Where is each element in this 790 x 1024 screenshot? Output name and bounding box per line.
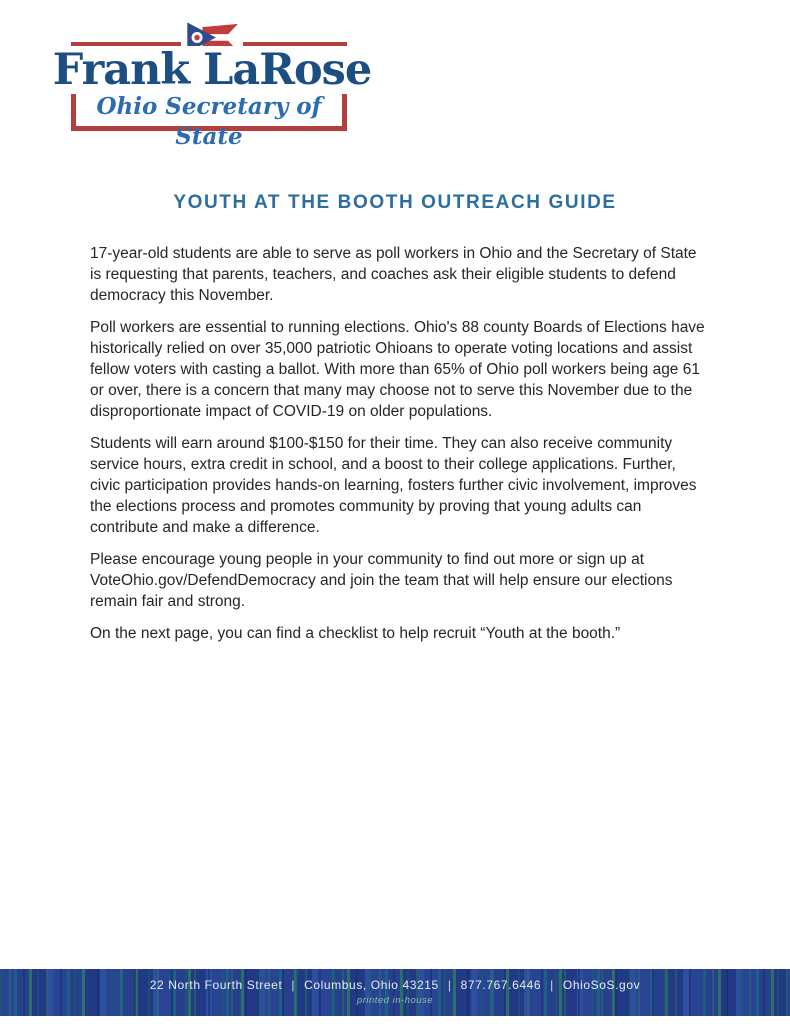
- footer-contact-line: [0, 969, 790, 992]
- logo-subtitle: Ohio Secretary of State: [96, 93, 322, 150]
- footer-phone: 877.767.6446: [460, 978, 542, 992]
- document-title: YOUTH AT THE BOOTH OUTREACH GUIDE: [173, 192, 617, 213]
- printed-in-house-note: printed in-house: [356, 995, 434, 1006]
- paragraph-4: Please encourage young people in your community to find out more or sign up at VoteOhio.gov/DefendDemocracy and join the team that will help ensure our elections remain fair and strong.: [90, 551, 673, 610]
- flag-stripe-top: [202, 21, 238, 34]
- paragraph-5: On the next page, you can find a checklist to help recruit “Youth at the booth.”: [90, 625, 621, 642]
- footer-website: OhioSoS.gov: [562, 978, 641, 992]
- logo-name: Frank LaRose: [30, 46, 394, 94]
- sos-logo: [0, 0, 420, 150]
- footer-separator: |: [447, 978, 452, 992]
- footer-separator: |: [550, 978, 554, 992]
- footer-band: [0, 969, 790, 1016]
- footer-separator: |: [291, 978, 296, 992]
- paragraph-3: Students will earn around $100-$150 for their time. They can also receive community service hours, extra credit in school, and a boost to their college applications. Further, civic participation provides hands-on learning, fosters further civic involvement, improves the elections process and promotes community by proving that young adults can contribute and make a difference.: [90, 435, 697, 536]
- footer-city: Columbus, Ohio 43215: [304, 978, 439, 992]
- flag-circle-inner: [194, 35, 200, 41]
- footer-address: 22 North Fourth Street: [149, 978, 283, 992]
- paragraph-1: 17-year-old students are able to serve as poll workers in Ohio and the Secretary of State is requesting that parents, teachers, and coaches ask their eligible students to defend democracy this November.: [90, 245, 697, 304]
- paragraph-block: [90, 243, 710, 655]
- paragraph-2: Poll workers are essential to running elections. Ohio's 88 county Boards of Elections have historically relied on over 35,000 patriotic Ohioans to operate voting locations and assist fellow voters with casting a ballot. With more than 65% of Ohio poll workers being age 61 or over, there is a concern that many may choose not to serve this November due to the disproportionate impact of COVID-19 on older populations.: [90, 319, 705, 420]
